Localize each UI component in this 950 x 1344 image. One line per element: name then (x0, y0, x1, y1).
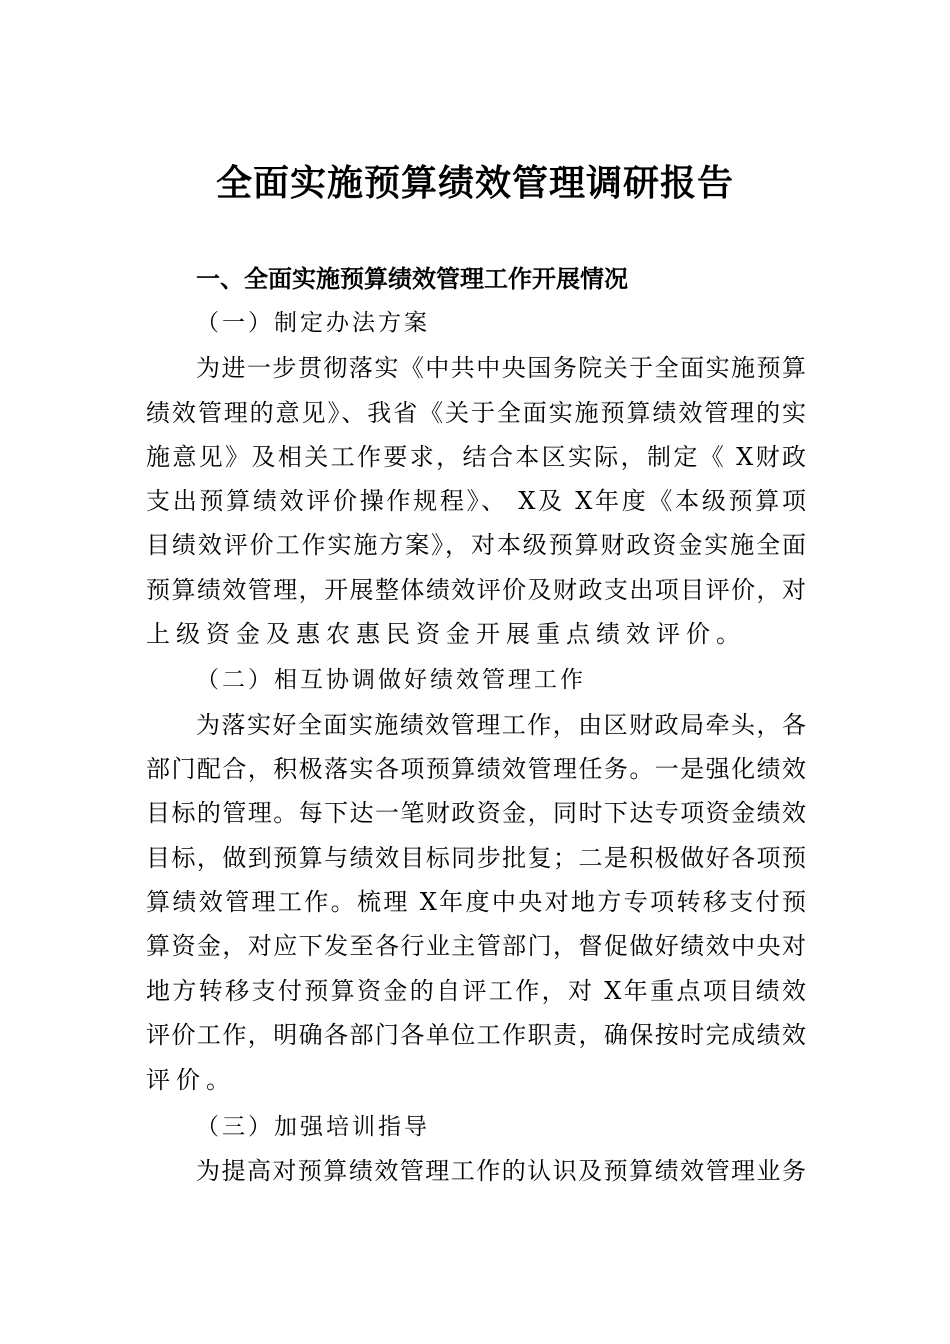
paragraph-line: 施意见》及相关工作要求，结合本区实际，制定《 X财政 (146, 443, 806, 471)
section-heading: 一、全面实施预算绩效管理工作开展情况 (196, 265, 628, 293)
paragraph-line: 评价工作，明确各部门各单位工作职责，确保按时完成绩效 (146, 1021, 806, 1049)
paragraph-line: 为提高对预算绩效管理工作的认识及预算绩效管理业务 (196, 1157, 806, 1185)
subsection-heading: （二）相互协调做好绩效管理工作 (196, 667, 586, 693)
paragraph-line: 部门配合，积极落实各项预算绩效管理任务。一是强化绩效 (146, 755, 806, 783)
paragraph-line: 绩效管理的意见》、我省《关于全面实施预算绩效管理的实 (146, 399, 806, 427)
subsection-heading: （三）加强培训指导 (196, 1114, 430, 1140)
paragraph-line: 为进一步贯彻落实《中共中央国务院关于全面实施预算 (196, 354, 806, 382)
subsection-heading: （一）制定办法方案 (196, 310, 430, 336)
paragraph-line: 上级资金及惠农惠民资金开展重点绩效评价。 (146, 620, 746, 648)
paragraph-line: 评价。 (146, 1066, 236, 1094)
paragraph-line: 支出预算绩效评价操作规程》、 X及 X年度《本级预算项 (146, 487, 806, 515)
paragraph-line: 算资金，对应下发至各行业主管部门，督促做好绩效中央对 (146, 932, 806, 960)
paragraph-line: 目标，做到预算与绩效目标同步批复；二是积极做好各项预 (146, 844, 806, 872)
paragraph-line: 目标的管理。每下达一笔财政资金，同时下达专项资金绩效 (146, 799, 806, 827)
paragraph-line: 预算绩效管理，开展整体绩效评价及财政支出项目评价，对 (146, 576, 806, 604)
paragraph-line: 算绩效管理工作。梳理 X年度中央对地方专项转移支付预 (146, 888, 806, 916)
paragraph-line: 目绩效评价工作实施方案》，对本级预算财政资金实施全面 (146, 531, 806, 559)
document-title: 全面实施预算绩效管理调研报告 (215, 162, 734, 204)
paragraph-line: 地方转移支付预算资金的自评工作，对 X年重点项目绩效 (146, 977, 806, 1005)
paragraph-line: 为落实好全面实施绩效管理工作，由区财政局牵头，各 (196, 711, 806, 739)
